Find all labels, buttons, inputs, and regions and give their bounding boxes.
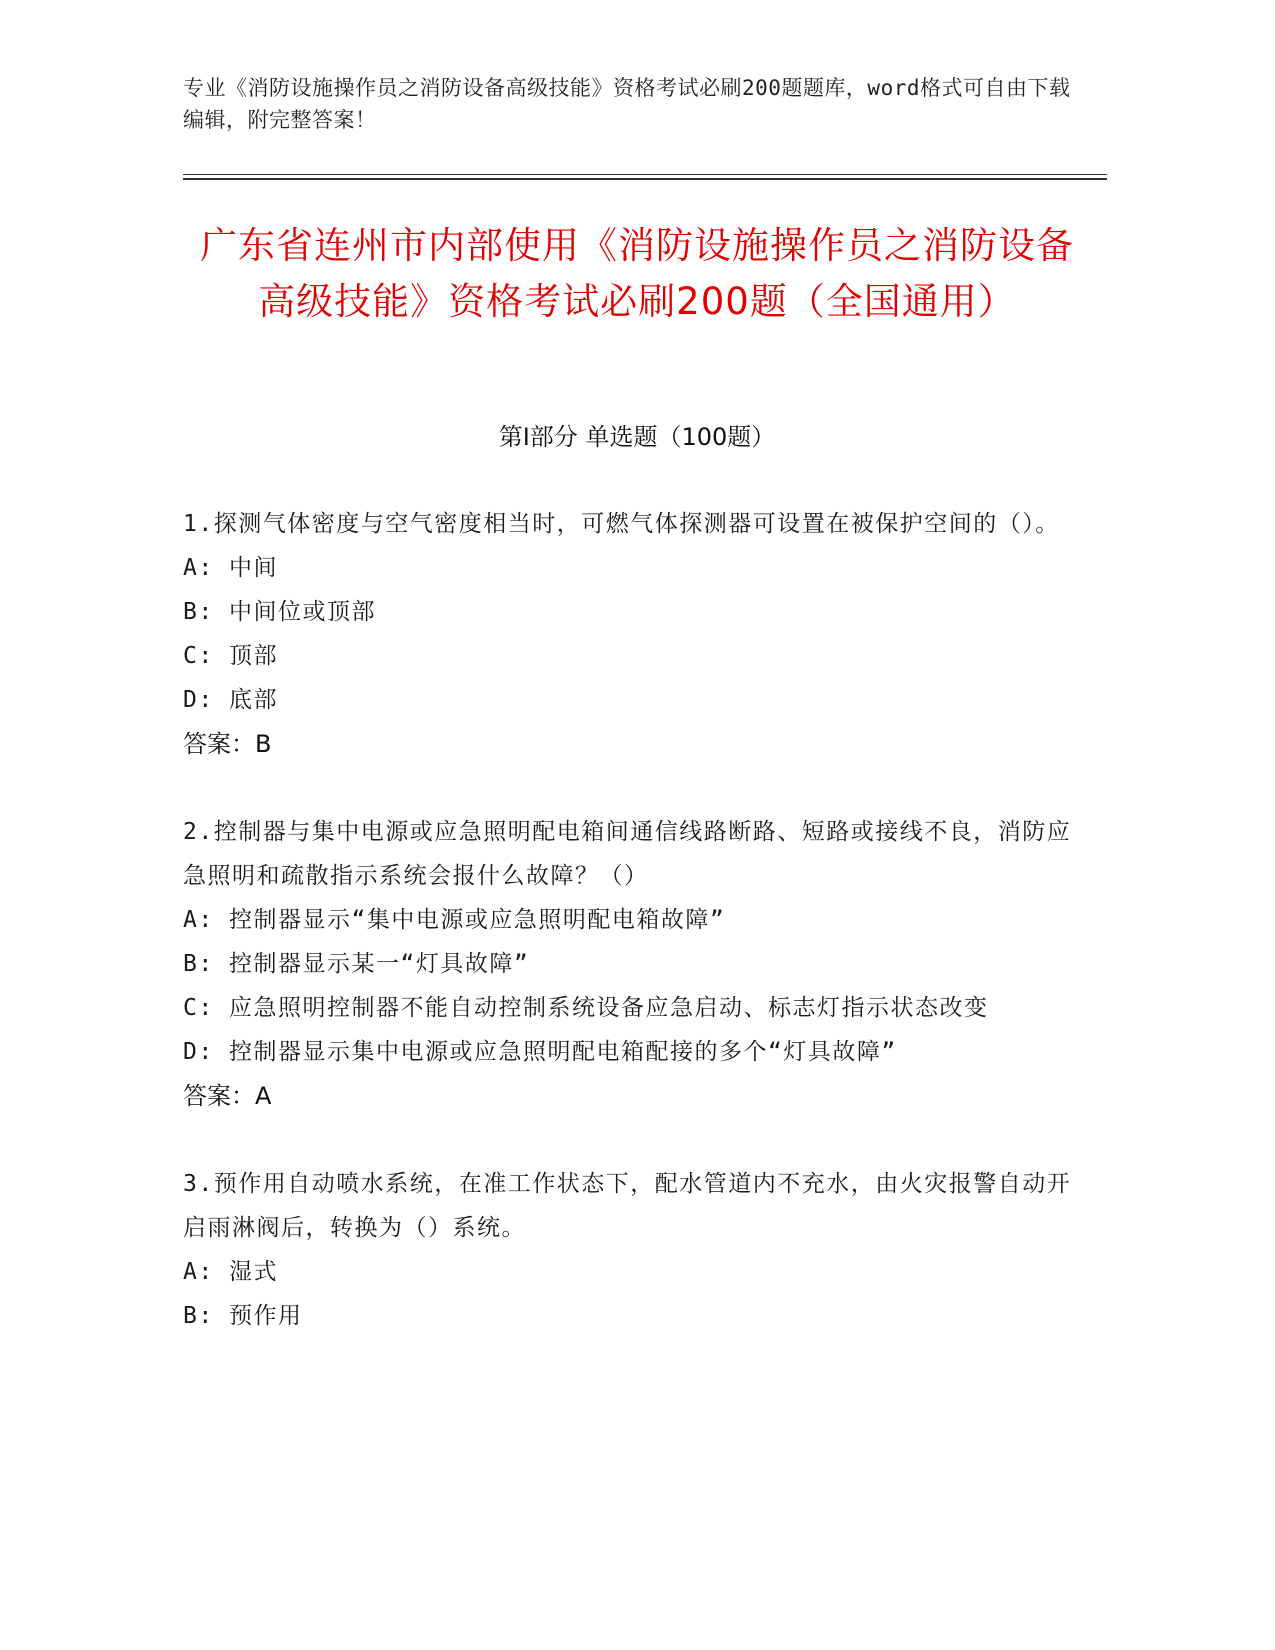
option-a: A: 中间 — [183, 555, 279, 581]
question-list — [183, 502, 1083, 1382]
option-c: C: 顶部 — [183, 643, 279, 669]
document-title: 广东省连州市内部使用《消防设施操作员之消防设备高级技能》资格考试必刷200题（全国通用） — [200, 224, 1074, 323]
option-b: B: 中间位或顶部 — [183, 599, 377, 625]
question-stem: 1.探测气体密度与空气密度相当时，可燃气体探测器可设置在被保护空间的（）。 — [183, 511, 1060, 537]
option-b: B: 控制器显示某一“灯具故障” — [183, 951, 530, 977]
question-stem: 3.预作用自动喷水系统，在准工作状态下，配水管道内不充水，由火灾报警自动开启雨淋阀后，转换为（）系统。 — [183, 1171, 1072, 1241]
header-divider-thick — [183, 178, 1107, 180]
option-d: D: 底部 — [183, 687, 279, 713]
question-stem: 2.控制器与集中电源或应急照明配电箱间通信线路断路、短路或接线不良，消防应急照明和疏散指示系统会报什么故障？（） — [183, 819, 1072, 889]
section-heading: 第I部分 单选题（100题） — [498, 423, 776, 451]
answer-label: 答案：B — [183, 730, 272, 758]
option-a: A: 控制器显示“集中电源或应急照明配电箱故障” — [183, 907, 726, 933]
header-note: 专业《消防设施操作员之消防设备高级技能》资格考试必刷200题题库，word格式可自由下载编辑，附完整答案！ — [183, 76, 1071, 132]
option-c: C: 应急照明控制器不能自动控制系统设备应急启动、标志灯指示状态改变 — [183, 995, 989, 1021]
header-divider-thin — [183, 174, 1107, 175]
option-a: A: 湿式 — [183, 1259, 279, 1285]
question-2 — [183, 810, 1083, 1118]
question-1 — [183, 502, 1083, 766]
option-b: B: 预作用 — [183, 1303, 303, 1329]
question-3 — [183, 1162, 1083, 1338]
option-d: D: 控制器显示集中电源或应急照明配电箱配接的多个“灯具故障” — [183, 1039, 897, 1065]
answer-label: 答案：A — [183, 1082, 272, 1110]
